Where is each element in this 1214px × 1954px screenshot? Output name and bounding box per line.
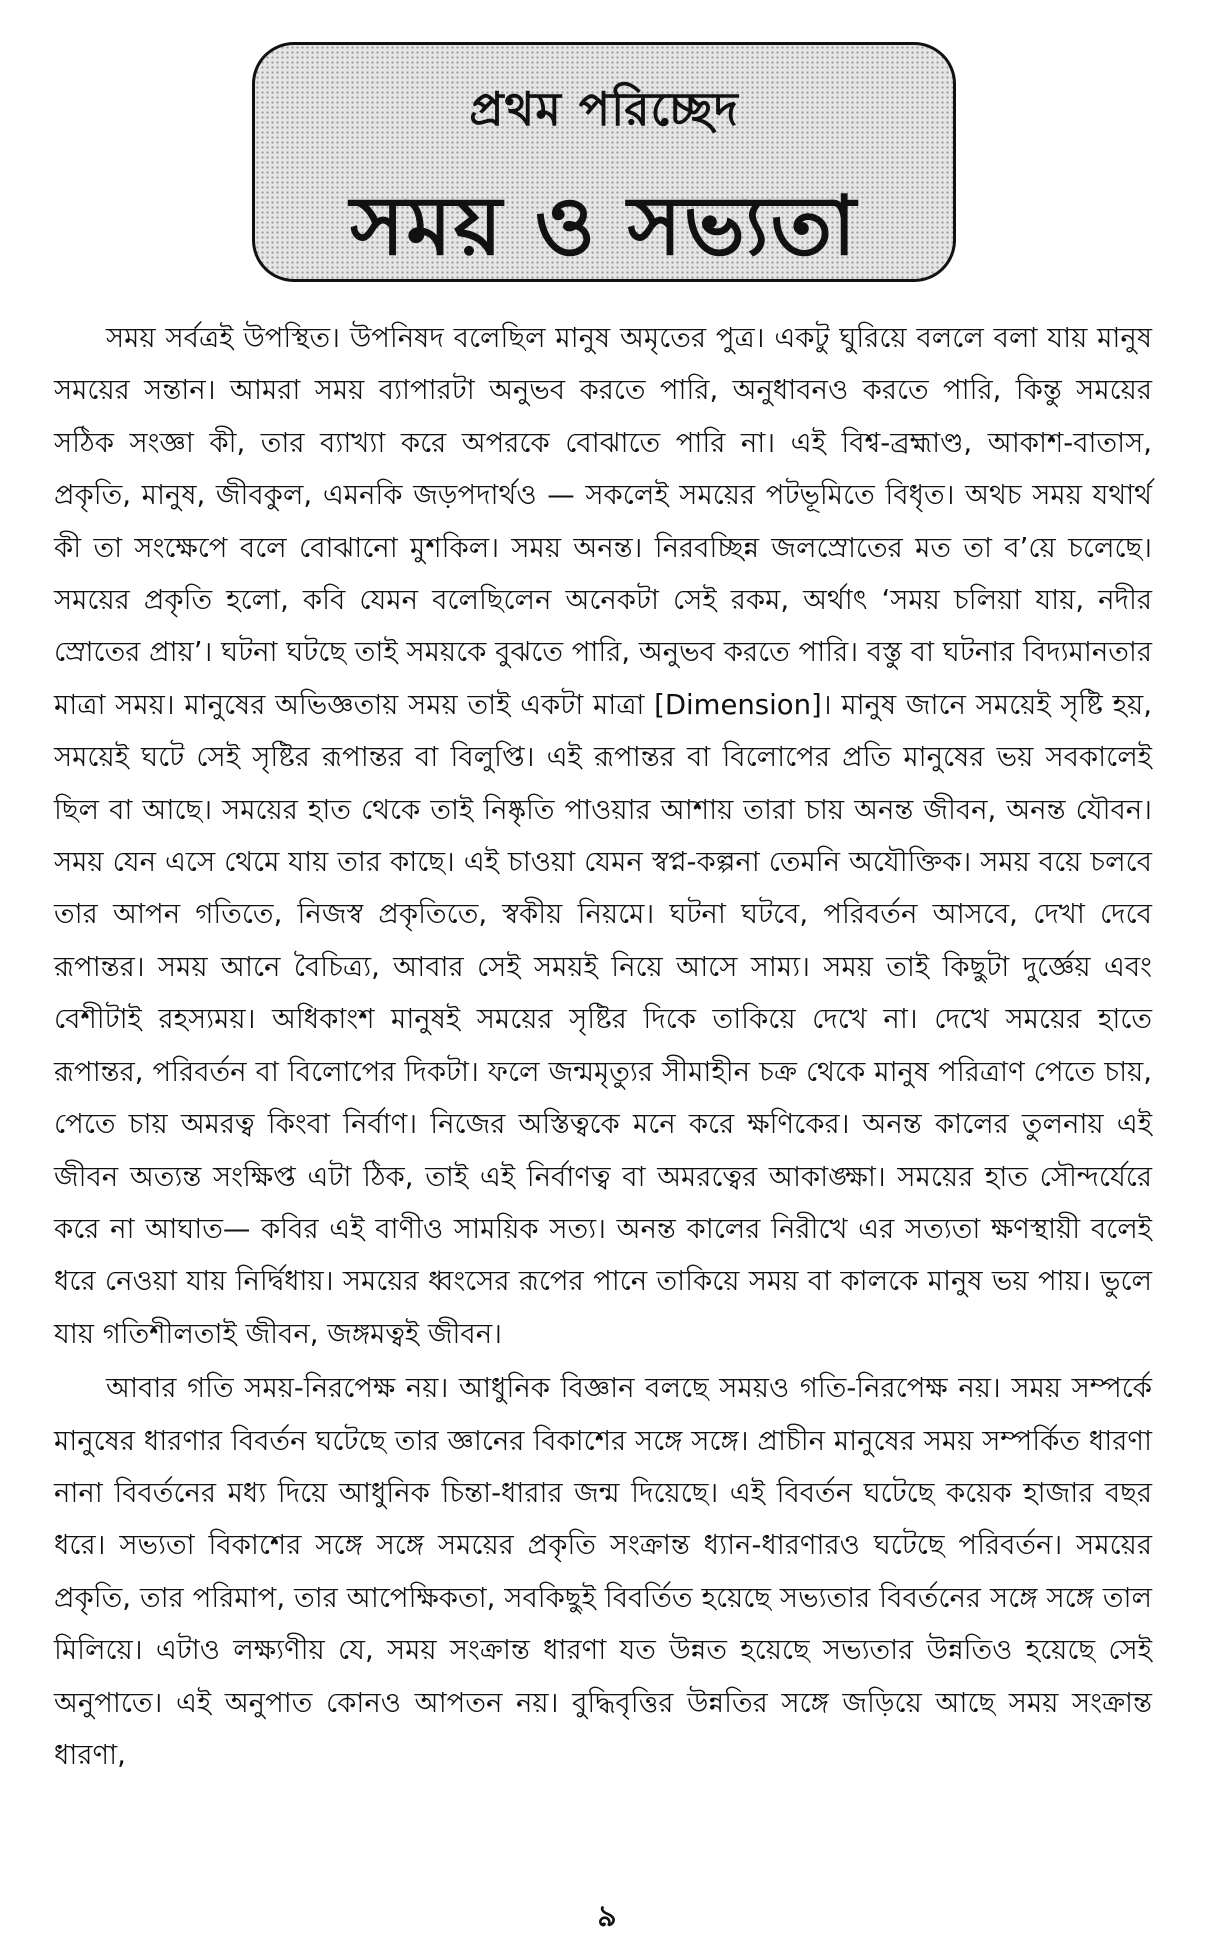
page-number: ৯ [597, 1899, 617, 1934]
paragraph-2: আবার গতি সময়-নিরপেক্ষ নয়। আধুনিক বিজ্ঞান বলছে সময়ও গতি-নিরপেক্ষ নয়। সময় সম্পর্কে মানুষের ধারণার বিবর্তন ঘটেছে তার জ্ঞানের বিকাশের সঙ্গে সঙ্গে। প্রাচীন মানুষের সময় সম্পর্কিত ধারণা নানা বিবর্তনের মধ্য দিয়ে আধুনিক চিন্তা-ধারার জন্ম দিয়েছে। এই বিবর্তন ঘটেছে কয়েক হাজার বছর ধরে। সভ্যতা বিকাশের সঙ্গে সঙ্গে সময়ের প্রকৃতি সংক্রান্ত ধ্যান-ধারণারও ঘটেছে পরিবর্তন। সময়ের প্রকৃতি, তার পরিমাপ, তার আপেক্ষিকতা, সবকিছুই বিবর্তিত হয়েছে সভ্যতার বিবর্তনের সঙ্গে সঙ্গে তাল মিলিয়ে। এটাও লক্ষ্যণীয় যে, সময় সংক্রান্ত ধারণা যত উন্নত হয়েছে সভ্যতার উন্নতিও হয়েছে সেই অনুপাতে। এই অনুপাত কোনও আপতন নয়। বুদ্ধিবৃত্তির উন্নতির সঙ্গে জড়িয়ে আছে সময় সংক্রান্ত ধারণা, [54, 1372, 1152, 1771]
body-text [54, 312, 1152, 1781]
chapter-heading-box [252, 42, 956, 282]
paragraph-1: সময় সর্বত্রই উপস্থিত। উপনিষদ বলেছিল মানুষ অমৃতের পুত্র। একটু ঘুরিয়ে বললে বলা যায় মানুষ সময়ের সন্তান। আমরা সময় ব্যাপারটা অনুভব করতে পারি, অনুধাবনও করতে পারি, কিন্তু সময়ের সঠিক সংজ্ঞা কী, তার ব্যাখ্যা করে অপরকে বোঝাতে পারি না। এই বিশ্ব-ব্রহ্মাণ্ড, আকাশ-বাতাস, প্রকৃতি, মানুষ, জীবকুল, এমনকি জড়পদার্থও — সকলেই সময়ের পটভূমিতে বিধৃত। অথচ সময় যথার্থ কী তা সংক্ষেপে বলে বোঝানো মুশকিল। সময় অনন্ত। নিরবচ্ছিন্ন জলস্রোতের মত তা ব’য়ে চলেছে। সময়ের প্রকৃতি হলো, কবি যেমন বলেছিলেন অনেকটা সেই রকম, অর্থাৎ ‘সময় চলিয়া যায়, নদীর স্রোতের প্রায়’। ঘটনা ঘটছে তাই সময়কে বুঝতে পারি, অনুভব করতে পারি। বস্তু বা ঘটনার বিদ্যমানতার মাত্রা সময়। মানুষের অভিজ্ঞতায় সময় তাই একটা মাত্রা [Dimension]। মানুষ জানে সময়েই সৃষ্টি হয়, সময়েই ঘটে সেই সৃষ্টির রূপান্তর বা বিলুপ্তি। এই রূপান্তর বা বিলোপের প্রতি মানুষের ভয় সবকালেই ছিল বা আছে। সময়ের হাত থেকে তাই নিষ্কৃতি পাওয়ার আশায় তারা চায় অনন্ত জীবন, অনন্ত যৌবন। সময় যেন এসে থেমে যায় তার কাছে। এই চাওয়া যেমন স্বপ্ন-কল্পনা তেমনি অযৌক্তিক। সময় বয়ে চলবে তার আপন গতিতে, নিজস্ব প্রকৃতিতে, স্বকীয় নিয়মে। ঘটনা ঘটবে, পরিবর্তন আসবে, দেখা দেবে রূপান্তর। সময় আনে বৈচিত্র্য, আবার সেই সময়ই নিয়ে আসে সাম্য। সময় তাই কিছুটা দুর্জ্ঞেয় এবং বেশীটাই রহস্যময়। অধিকাংশ মানুষই সময়ের সৃষ্টির দিকে তাকিয়ে দেখে না। দেখে সময়ের হাতে রূপান্তর, পরিবর্তন বা বিলোপের দিকটা। ফলে জন্মমৃত্যুর সীমাহীন চক্র থেকে মানুষ পরিত্রাণ পেতে চায়, পেতে চায় অমরত্ব কিংবা নির্বাণ। নিজের অস্তিত্বকে মনে করে ক্ষণিকের। অনন্ত কালের তুলনায় এই জীবন অত্যন্ত সংক্ষিপ্ত এটা ঠিক, তাই এই নির্বাণত্ব বা অমরত্বের আকাঙ্ক্ষা। সময়ের হাত সৌন্দর্যেরে করে না আঘাত— কবির এই বাণীও সাময়িক সত্য। অনন্ত কালের নিরীখে এর সত্যতা ক্ষণস্থায়ী বলেই ধরে নেওয়া যায় নির্দ্বিধায়। সময়ের ধ্বংসের রূপের পানে তাকিয়ে সময় বা কালকে মানুষ ভয় পায়। ভুলে যায় গতিশীলতাই জীবন, জঙ্গমত্বই জীবন। [54, 322, 1152, 1350]
chapter-title: সময় ও সভ্যতা [350, 179, 858, 274]
chapter-label: প্রথম পরিচ্ছেদ [469, 82, 739, 136]
